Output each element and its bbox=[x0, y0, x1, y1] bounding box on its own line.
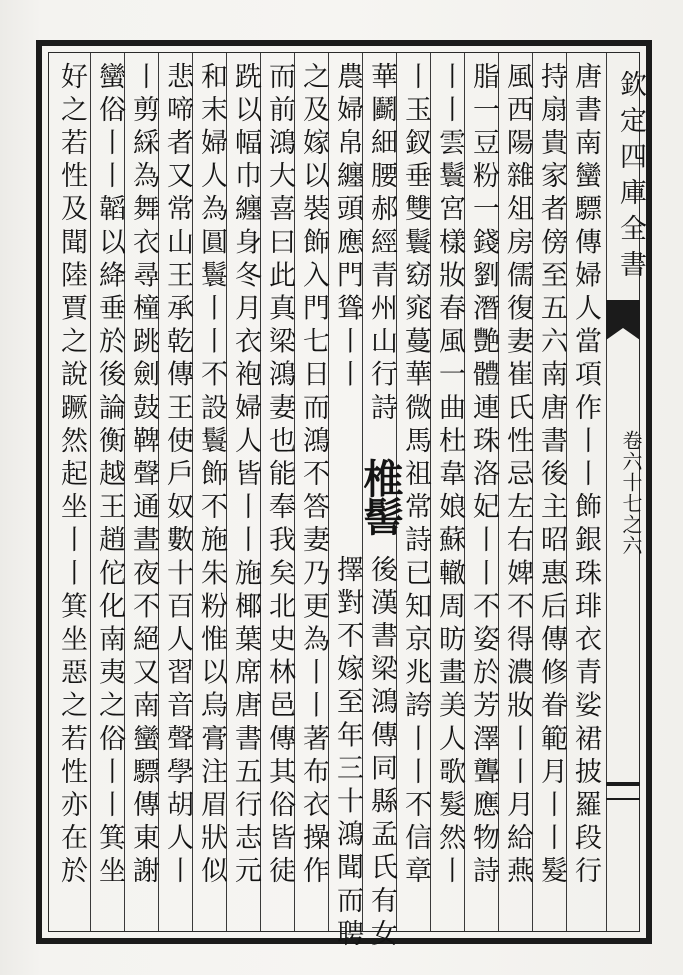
text-column-6: 丨玉釵垂雙鬟窈窕蔓華微馬祖常詩已知京兆誇丨丨不信章 bbox=[400, 62, 431, 890]
text-column-2: 持扇貴家者傍至五六南唐書後主昭惠后傳修眷範月丨丨髮 bbox=[536, 62, 567, 890]
column-rule bbox=[90, 53, 91, 931]
text-column-1: 唐書南蠻驃傳婦人當項作丨丨飾銀珠琲衣青娑裙披羅段行 bbox=[570, 62, 601, 890]
text-column-7-bottom: 後漢書梁鴻傳同縣孟氏有女 bbox=[366, 555, 397, 953]
entry-heading: 椎髻 bbox=[357, 458, 404, 534]
text-column-8-bottom: 擇對不嫁至年三十鴻聞而聘 bbox=[332, 555, 363, 953]
text-column-3: 風西陽雜俎房儒復妻崔氏性忌左右婢不得濃妝丨丨月給燕 bbox=[502, 62, 533, 890]
library-title: 欽定四庫全書 bbox=[615, 70, 646, 286]
text-column-15: 蠻俗丨丨韜以絳垂於後論衡越王趙佗化南夷之俗丨丨箕坐 bbox=[94, 62, 125, 890]
text-column-16: 好之若性及聞陸賈之說蹶然起坐丨丨箕坐惡之若性亦在於 bbox=[56, 62, 87, 890]
text-column-10: 而前鴻大喜曰此真梁鴻妻也能奉我矣北史林邑傳其俗皆徒 bbox=[264, 62, 295, 890]
text-column-14: 丨剪綵為舞衣尋橦跳劍鼓鞞聲通晝夜不絕又南蠻驃傳東謝 bbox=[128, 62, 159, 890]
text-column-7-top: 華鬬細腰郝經青州山行詩 bbox=[366, 62, 397, 427]
text-column-8-top: 農婦帛纏頭應門聳丨丨 bbox=[332, 62, 363, 393]
text-column-12: 和末婦人為圓鬟丨丨不設鬟飾不施朱粉惟以烏膏注眉狀似 bbox=[196, 62, 227, 890]
text-column-4: 脂一豆粉一錢劉潛艷體連珠洛妃丨丨不姿於芳澤聾應物詩 bbox=[468, 62, 499, 890]
text-column-5: 丨丨雲鬟宮樣妝春風一曲杜韋娘蘇轍周昉畫美人歌髮然丨 bbox=[434, 62, 465, 890]
fish-tail-mark-lower bbox=[606, 782, 640, 800]
volume-label: 卷六十七之六 bbox=[619, 430, 643, 556]
text-column-9: 之及嫁以裝飾入門七日而鴻不答妻乃更為丨丨著布衣操作 bbox=[298, 62, 329, 890]
text-column-13: 悲啼者又常山王承乾傳王使戶奴數十百人習音聲學胡人丨 bbox=[162, 62, 193, 890]
text-column-11: 跣以幅巾纏身冬月衣袍婦人皆丨丨施椰葉席唐書五行志元 bbox=[230, 62, 261, 890]
